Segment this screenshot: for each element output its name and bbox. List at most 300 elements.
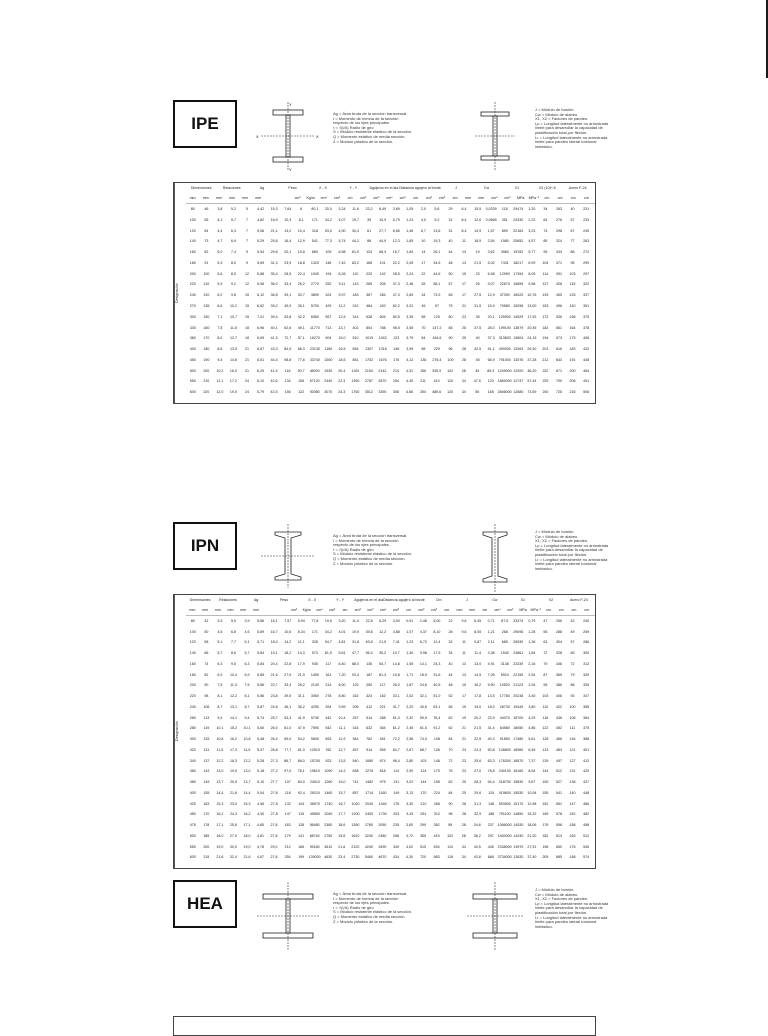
- table-cell: 11,1: [338, 726, 346, 731]
- table-cell: 1160: [324, 347, 333, 352]
- table-cell: 616: [555, 347, 562, 352]
- table-cell: 13604: [513, 336, 524, 341]
- table-cell: 79: [543, 661, 548, 666]
- table-row: [186, 315, 593, 319]
- table-cell: 300: [189, 737, 196, 742]
- table-cell: 10,94: [527, 790, 537, 795]
- table-cell: 2040: [365, 801, 374, 806]
- table-cell: 2338000: [497, 844, 512, 849]
- table-cell: 21: [244, 368, 249, 373]
- table-cell: 30,4: [352, 228, 360, 233]
- legend-line: Lr = Longitud lateralmente no arriostrada: [535, 556, 608, 562]
- legend-line: Cw = Módulo de alabeo.: [535, 111, 579, 117]
- table-cell: 26,2: [297, 683, 305, 688]
- table-cell: 19: [462, 715, 467, 720]
- table-cell: 199: [298, 855, 305, 860]
- section-title: IPE: [173, 100, 237, 148]
- table-cell: 33740: [309, 357, 320, 362]
- table-header-cell: Cm: [435, 598, 442, 602]
- table-cell: 37,28: [527, 357, 537, 362]
- table-cell: 149: [393, 790, 400, 795]
- table-cell: 10,1: [216, 726, 224, 731]
- table-cell: 122: [542, 726, 549, 731]
- table-cell: 16,4: [284, 239, 292, 244]
- table-cell: 388: [583, 737, 590, 742]
- table-cell: 3,8: [217, 207, 223, 211]
- table-unit-cell: cm⁴: [494, 608, 501, 612]
- table-cell: 110: [447, 379, 454, 384]
- table-cell: 5,9: [230, 619, 236, 623]
- table-cell: 44,6: [433, 271, 441, 276]
- table-cell: 5,85: [257, 672, 265, 677]
- table-unit-cell: mm: [240, 608, 247, 612]
- table-cell: 64580: [499, 726, 510, 731]
- table-cell: 216: [569, 390, 576, 395]
- table-cell: 146: [393, 347, 400, 352]
- table-cell: 573: [555, 336, 562, 341]
- table-cell: 28: [448, 629, 453, 634]
- table-cell: 5,7: [230, 217, 236, 222]
- table-cell: 103: [542, 694, 549, 699]
- table-cell: 5,61: [338, 651, 346, 656]
- table-cell: 268: [392, 833, 399, 838]
- table-cell: 125: [352, 683, 359, 688]
- table-cell: 61: [367, 228, 372, 233]
- table-cell: 27,0: [474, 769, 482, 774]
- table-cell: 89,3: [487, 368, 495, 373]
- table-cell: 40,1: [270, 325, 278, 330]
- table-cell: 206: [352, 704, 359, 709]
- table-cell: 510: [352, 336, 359, 341]
- table-cell: 254: [392, 379, 399, 384]
- table-cell: 455: [555, 293, 562, 298]
- table-cell: 9,8: [230, 293, 236, 298]
- table-cell: 286: [583, 640, 590, 645]
- table-cell: 2142: [378, 368, 387, 373]
- table-cell: 5,7: [244, 651, 250, 656]
- table-cell: 13,0: [243, 769, 251, 774]
- table-cell: 28: [462, 801, 467, 806]
- table-header-row: [186, 186, 593, 190]
- table-cell: 27,8: [270, 812, 278, 817]
- table-cell: 14,3: [297, 651, 305, 656]
- table-cell: 74: [543, 228, 548, 233]
- table-cell: 3,35: [406, 314, 414, 319]
- table-unit-cell: cm⁴: [316, 608, 323, 612]
- table-cell: 124: [366, 250, 373, 255]
- table-cell: 9,97: [338, 293, 346, 298]
- table-header-cell: Cw: [483, 186, 490, 190]
- table-cell: 17,9: [433, 651, 441, 656]
- table-cell: 15830: [513, 780, 524, 785]
- table-cell: 22,8: [365, 619, 373, 623]
- table-cell: 61,2: [392, 726, 400, 731]
- table-cell: 176: [393, 801, 400, 806]
- table-cell: 98: [421, 347, 426, 352]
- table-cell: 400: [189, 347, 196, 352]
- table-cell: 2780: [364, 823, 373, 828]
- table-cell: 106: [203, 704, 210, 709]
- table-cell: 4,37: [419, 629, 427, 634]
- table-row: [186, 358, 593, 362]
- table-cell: 18: [245, 325, 250, 330]
- table-cell: 28: [462, 812, 467, 817]
- table-cell: 15296: [513, 304, 524, 308]
- table-cell: 27,8: [270, 855, 278, 860]
- table-unit-cell: cm³: [399, 196, 406, 200]
- table-cell: 15: [245, 293, 250, 298]
- table-cell: 650: [555, 844, 562, 849]
- table-cell: 251: [420, 812, 427, 817]
- legend-line: Q = Momento estático de media sección.: [333, 555, 406, 561]
- table-cell: 160: [189, 250, 196, 255]
- table-cell: 100: [189, 629, 196, 634]
- table-unit-cell: cm: [452, 196, 458, 200]
- table-cell: 475: [189, 823, 196, 828]
- table-cell: 18,0: [216, 833, 224, 838]
- table-cell: 199100: [498, 325, 511, 330]
- table-cell: 527: [555, 780, 562, 785]
- table-cell: 117: [325, 661, 332, 666]
- table-cell: 545: [583, 844, 590, 849]
- table-cell: 118: [501, 207, 508, 211]
- table-cell: 92080: [309, 390, 320, 395]
- table-cell: 683: [433, 855, 440, 860]
- table-cell: 237: [487, 823, 494, 828]
- table-unit-cell: [265, 196, 278, 200]
- table-cell: 231: [583, 207, 590, 211]
- table-cell: 67: [570, 228, 575, 233]
- table-cell: 450: [189, 357, 196, 362]
- table-cell: 11,3: [230, 683, 237, 688]
- table-cell: 1,05: [406, 207, 414, 211]
- table-cell: 21123: [513, 683, 524, 688]
- table-cell: 16,2: [216, 812, 224, 817]
- table-cell: 30,0: [229, 844, 237, 849]
- table-cell: 320: [189, 747, 196, 752]
- table-cell: 5,6: [217, 271, 223, 276]
- table-cell: 58: [204, 640, 209, 645]
- table-cell: 24: [244, 379, 249, 384]
- table-row: [186, 780, 593, 784]
- table-cell: 4,0: [420, 217, 426, 222]
- table-cell: 364: [583, 715, 590, 720]
- table-header-cell: X2 (10)^-6: [539, 186, 556, 190]
- table-cell: 325: [583, 672, 590, 677]
- table-cell: 318: [311, 228, 318, 233]
- table-cell: 148: [488, 801, 495, 806]
- table-cell: 137: [203, 758, 210, 763]
- table-cell: 163: [284, 823, 291, 828]
- table-cell: 125900: [498, 314, 511, 319]
- table-cell: 28730: [499, 704, 510, 709]
- table-cell: 235: [392, 823, 399, 828]
- table-cell: 131: [393, 780, 400, 785]
- table-cell: 15,9: [379, 217, 387, 222]
- table-cell: 113: [203, 715, 210, 720]
- table-cell: 53,3: [284, 715, 292, 720]
- table-cell: 76,4: [433, 715, 441, 720]
- table-cell: 923: [325, 758, 332, 763]
- legend-line: Lp = Longitud lateralmente no arriostrada: [535, 900, 609, 906]
- table-cell: 18050: [513, 726, 524, 731]
- table-cell: 203: [542, 347, 549, 352]
- table-cell: 90,7: [297, 368, 305, 373]
- table-cell: 170: [420, 790, 427, 795]
- table-cell: 41,9: [270, 368, 278, 373]
- table-cell: 28: [462, 347, 467, 352]
- table-cell: 8,1: [217, 694, 223, 699]
- table-cell: 23: [462, 769, 467, 774]
- table-cell: 141: [298, 833, 305, 838]
- table-cell: 428: [555, 282, 562, 287]
- table-unit-cell: cm: [482, 608, 488, 612]
- table-cell: 6,4: [461, 207, 467, 211]
- table-cell: 2400: [365, 812, 374, 817]
- table-cell: 182: [542, 833, 549, 838]
- table-unit-cell: cm³: [418, 608, 425, 612]
- table-cell: 12,2: [229, 694, 237, 699]
- table-cell: 4250: [310, 704, 319, 709]
- table-cell: 72,7: [284, 336, 292, 341]
- table-cell: 1307: [365, 347, 374, 352]
- table-cell: 485,6: [432, 390, 442, 395]
- table-cell: 97: [434, 304, 439, 308]
- table-unit-cell: mm: [189, 196, 196, 200]
- table-cell: 12,2: [216, 758, 224, 763]
- table-unit-cell: cm: [583, 196, 589, 200]
- table-cell: 97,0: [284, 769, 292, 774]
- table-cell: 214: [325, 683, 332, 688]
- table-cell: 276,4: [432, 357, 442, 362]
- table-cell: 28: [462, 357, 467, 362]
- table-cell: 1066000: [497, 823, 512, 828]
- table-cell: 240: [189, 293, 196, 298]
- table-cell: 76,1: [297, 769, 305, 774]
- table-cell: 32,1: [419, 694, 427, 699]
- table-cell: 21: [462, 304, 467, 308]
- table-header-cell: Dimensiones: [190, 186, 212, 190]
- table-cell: 1,24: [406, 217, 414, 222]
- table-cell: 150: [542, 780, 549, 785]
- table-cell: 401: [583, 747, 590, 752]
- table-cell: 99180: [309, 844, 320, 849]
- table-cell: 21,9: [297, 672, 305, 677]
- table-cell: 67120: [309, 379, 320, 384]
- table-cell: 155: [203, 790, 210, 795]
- table-cell: 2750: [324, 833, 333, 838]
- legend-right: [535, 888, 615, 929]
- table-cell: 17,7: [338, 812, 346, 817]
- table-cell: 316: [352, 726, 359, 731]
- table-cell: 653: [325, 737, 332, 742]
- table-cell: 24,3: [474, 747, 482, 752]
- table-cell: 19,5: [229, 769, 237, 774]
- table-cell: 8,00: [338, 683, 346, 688]
- table-cell: 184,6: [432, 336, 442, 341]
- table-cell: 349: [392, 844, 399, 849]
- table-cell: 10520: [499, 683, 510, 688]
- table-cell: 259: [583, 629, 590, 634]
- table-cell: 536: [555, 314, 562, 319]
- table-cell: 6,96: [257, 325, 265, 330]
- table-units-row: [186, 196, 593, 200]
- table-cell: 34: [461, 379, 466, 384]
- table-cell: 51,0: [433, 694, 441, 699]
- table-cell: 139: [542, 758, 549, 763]
- table-cell: 534: [433, 844, 440, 849]
- table-cell: 27,8: [270, 801, 278, 806]
- table-row: [186, 705, 593, 709]
- table-cell: 5460: [364, 855, 373, 860]
- table-cell: 4,45: [406, 379, 414, 384]
- table-cell: 337: [583, 293, 590, 298]
- table-cell: 6,29: [379, 619, 387, 623]
- table-cell: 8,4: [461, 217, 467, 222]
- table-cell: 3610: [324, 844, 333, 849]
- table-cell: 32,9: [474, 812, 482, 817]
- table-cell: 5,87: [257, 704, 265, 709]
- legend-line: r = √(I/A) Radio de giro: [333, 904, 374, 910]
- table-cell: 14529: [513, 314, 524, 319]
- table-cell: 12,7: [229, 336, 237, 341]
- table-cell: 33,4: [284, 683, 292, 688]
- table-cell: 15,3: [243, 801, 251, 806]
- table-cell: 8,65: [392, 228, 400, 233]
- table-cell: 5: [246, 207, 249, 211]
- table-cell: 139: [542, 293, 549, 298]
- table-cell: 371: [555, 260, 562, 265]
- table-row: [186, 812, 593, 816]
- table-cell: 6,3: [217, 661, 223, 666]
- table-unit-cell: cm³: [367, 608, 374, 612]
- table-unit-cell: cm³: [354, 608, 361, 612]
- table-cell: 31,5: [474, 304, 482, 308]
- table-cell: 36,2: [473, 833, 481, 838]
- table-cell: 224: [433, 790, 440, 795]
- table-cell: 13,5: [229, 347, 237, 352]
- table-cell: 654: [352, 347, 359, 352]
- table-cell: 298: [555, 228, 562, 233]
- table-cell: 720: [420, 855, 427, 860]
- table-row: [186, 261, 593, 265]
- table-unit-cell: cm⁶: [504, 196, 511, 200]
- table-cell: 3490: [378, 844, 387, 849]
- table-cell: 14,2: [284, 640, 292, 645]
- table-cell: 34,2: [324, 629, 332, 634]
- table-cell: 240: [583, 619, 590, 623]
- table-cell: 21,6: [216, 855, 224, 860]
- table-cell: 15,2: [229, 726, 237, 731]
- table-header-row: [186, 598, 593, 602]
- table-unit-cell: cm³: [392, 608, 399, 612]
- table-cell: 266: [433, 801, 440, 806]
- table-cell: 33374: [513, 619, 524, 623]
- table-cell: 62: [448, 715, 453, 720]
- table-cell: 42,2: [297, 314, 305, 319]
- table-cell: 13,1: [229, 704, 237, 709]
- table-cell: 34,2: [324, 217, 332, 222]
- table-cell: 18,2: [284, 651, 292, 656]
- table-cell: 24,15: [527, 336, 537, 341]
- table-cell: 166: [298, 844, 305, 849]
- table-cell: 37,3: [487, 336, 495, 341]
- table-cell: 318700: [498, 780, 511, 785]
- table-cell: 56: [448, 704, 453, 709]
- table-unit-cell: cm: [342, 608, 348, 612]
- table-cell: 4670: [378, 855, 387, 860]
- table-unit-cell: mm: [227, 608, 234, 612]
- table-cell: 24,8: [419, 683, 427, 688]
- table-cell: 3,00: [392, 619, 400, 623]
- table-cell: 15,3: [270, 207, 278, 211]
- table-cell: 24861: [513, 651, 524, 656]
- table-cell: 70580: [499, 304, 510, 308]
- table-cell: 15170: [513, 801, 524, 806]
- legend-line: X1, X2 = Factores de pandeo.: [535, 538, 589, 544]
- table-cell: 278: [325, 694, 332, 699]
- table-cell: 19152: [513, 250, 524, 255]
- table-cell: 263: [555, 207, 562, 211]
- table-cell: 11,5: [230, 325, 237, 330]
- table-row: [186, 845, 593, 849]
- table-cell: 313600: [498, 336, 511, 341]
- table-cell: 23130: [309, 347, 320, 352]
- table-cell: 100: [189, 217, 196, 222]
- table-cell: 9,6: [461, 629, 467, 634]
- table-cell: 3,79: [406, 336, 414, 341]
- table-cell: 4,7: [217, 239, 223, 244]
- table-cell: 187: [366, 672, 373, 677]
- table-cell: 110: [542, 704, 549, 709]
- table-cell: 5740: [310, 715, 319, 720]
- table-cell: 23339: [513, 661, 524, 666]
- table-cell: 496: [555, 304, 562, 308]
- table-cell: 176: [393, 357, 400, 362]
- legend-line: Lp = Longitud lateralmente no arriostrada: [535, 542, 609, 548]
- table-cell: 13,5: [338, 758, 346, 763]
- table-cell: 13,0: [216, 769, 224, 774]
- table-cell: 300: [189, 314, 196, 319]
- table-cell: 4,88: [392, 629, 400, 634]
- table-cell: 51,1: [487, 347, 495, 352]
- table-cell: 200: [569, 368, 576, 373]
- table-row: [186, 336, 593, 340]
- table-cell: 20,1: [284, 250, 292, 255]
- table-cell: 86,7: [284, 758, 292, 763]
- table-cell: 437: [583, 780, 590, 785]
- table-cell: 452: [555, 726, 562, 731]
- table-cell: 6,12: [257, 293, 265, 298]
- table-cell: 19: [475, 250, 480, 255]
- table-unit-cell: cm³: [425, 196, 432, 200]
- table-cell: 6,9: [230, 239, 236, 244]
- table-cell: 2090: [378, 823, 387, 828]
- legend-left: [333, 112, 453, 144]
- table-cell: 851: [352, 357, 359, 362]
- table-cell: 16,0: [229, 368, 237, 373]
- table-cell: 6,99: [528, 260, 536, 265]
- table-cell: 82: [204, 672, 209, 677]
- table-cell: 25: [462, 336, 467, 341]
- table-cell: 12,7: [338, 747, 346, 752]
- table-cell: 5,29: [257, 239, 265, 244]
- table-cell: 1620: [351, 833, 360, 838]
- table-cell: 44,9: [379, 239, 387, 244]
- table-cell: 9,67: [528, 780, 536, 785]
- table-cell: 638: [352, 769, 359, 774]
- table-cell: 668: [487, 855, 494, 860]
